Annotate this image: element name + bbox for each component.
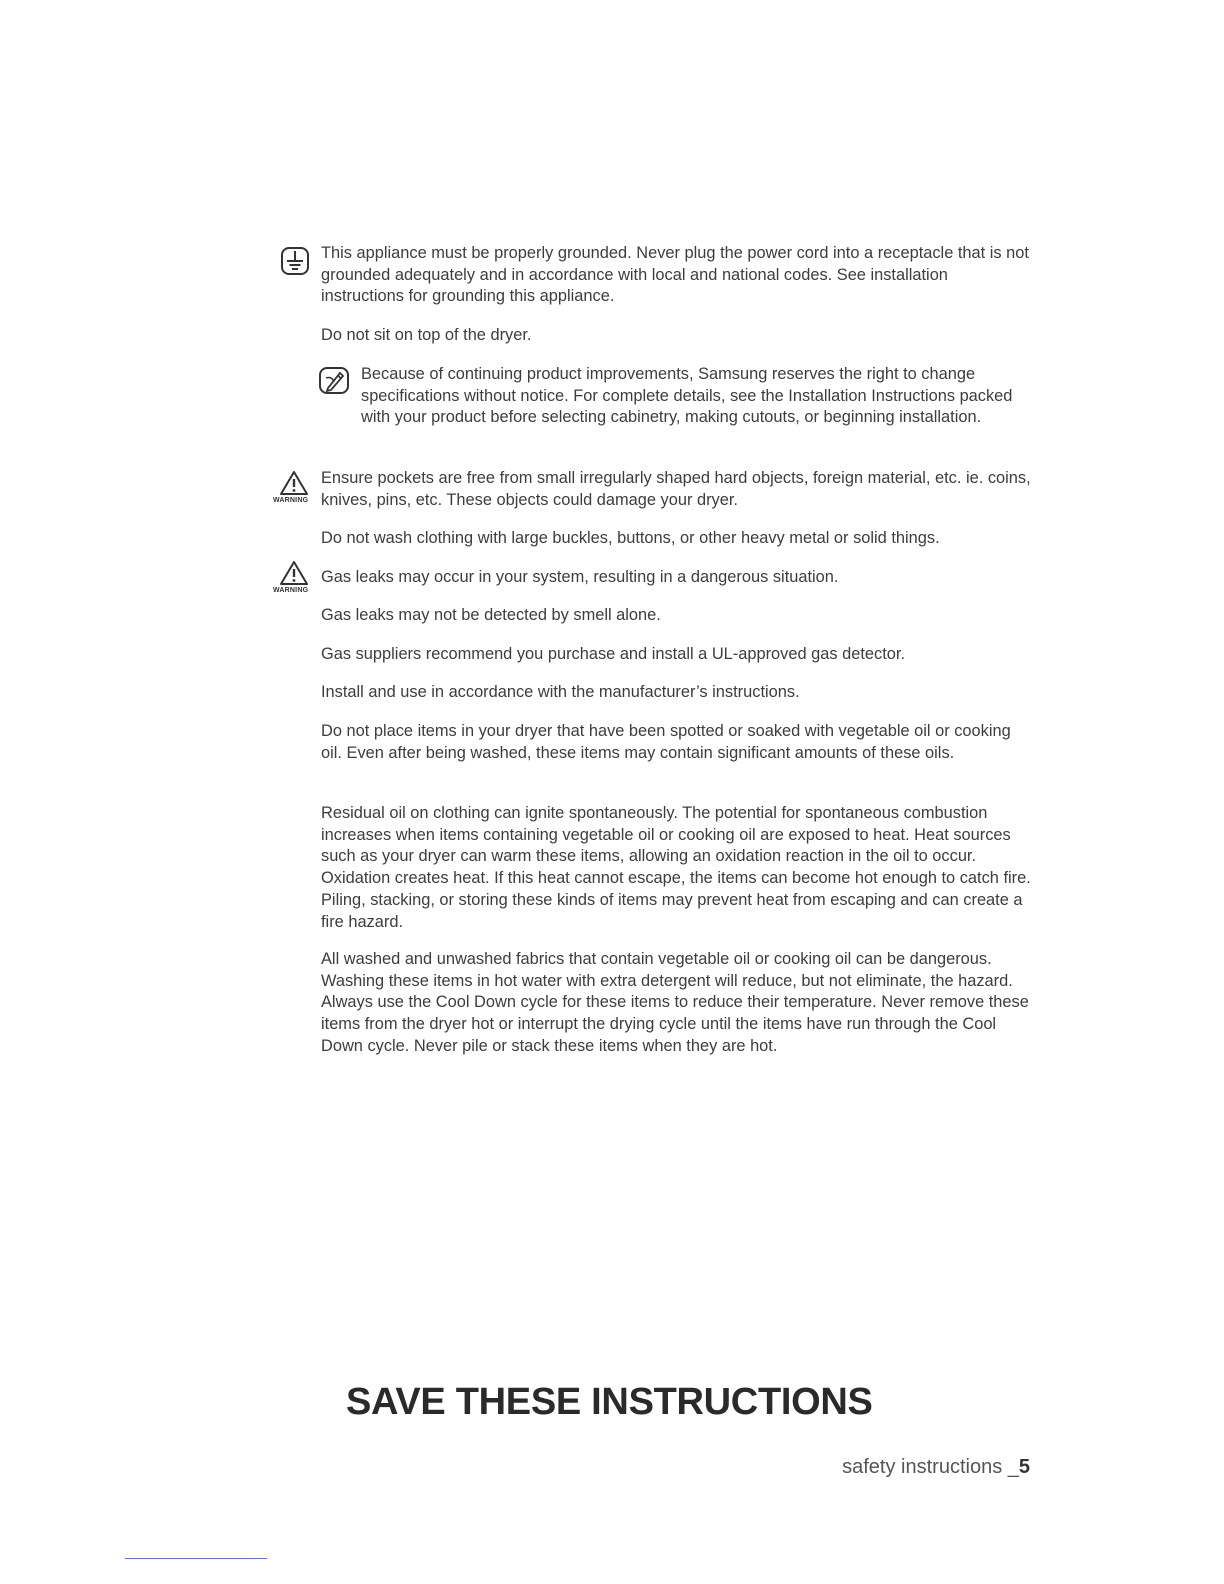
save-instructions-heading: SAVE THESE INSTRUCTIONS [346,1381,873,1423]
warning-label: WARNING [273,497,309,504]
grounding-paragraph: This appliance must be properly grounded. Never plug the power cord into a receptacle that is not grounded adequately and in accordance with local and national codes. See installation instructions for grounding this appliance. [321,244,1029,306]
ground-icon [280,246,312,276]
install-use-paragraph: Install and use in accordance with the manufacturer’s instructions. [321,683,800,701]
page-number: 5 [1018,1456,1030,1478]
warning-label: WARNING [273,587,309,594]
gas-smell-paragraph: Gas leaks may not be detected by smell alone. [321,606,661,624]
page-footer [842,1456,1030,1479]
pockets-paragraph: Ensure pockets are free from small irregularly shaped hard objects, foreign material, etc. ie. coins, knives, pins, etc. These objects could damage your dryer. [321,469,1031,509]
footer-section-label: safety instructions _ [842,1456,1019,1478]
buckles-paragraph: Do not wash clothing with large buckles, buttons, or other heavy metal or solid things. [321,529,940,547]
bottom-rule [125,1558,267,1559]
note-paragraph: Because of continuing product improvements, Samsung reserves the right to change specifications without notice. For complete details, see the Installation Instructions packed with your product before selecting cabinetry, making cutouts, or beginning installation. [361,365,1013,427]
no-sit-paragraph: Do not sit on top of the dryer. [321,326,532,344]
gas-leaks-paragraph: Gas leaks may occur in your system, resulting in a dangerous situation. [321,568,839,586]
gas-detector-paragraph: Gas suppliers recommend you purchase and install a UL-approved gas detector. [321,645,906,663]
warning-icon [279,560,309,586]
residual-oil-paragraph: Residual oil on clothing can ignite spontaneously. The potential for spontaneous combustion increases when items containing vegetable oil or cooking oil are exposed to heat. Heat sources such as your dryer can warm these items, allowing an oxidation reaction in the oil to occur. Oxidation creates heat. If this heat cannot escape, the items can become hot enough to catch fire. Piling, stacking, or storing these kinds of items may prevent heat from escaping and can create a fire hazard. [321,804,1031,931]
note-icon [318,366,352,396]
oil-items-paragraph: Do not place items in your dryer that have been spotted or soaked with vegetable oil or cooking oil. Even after being washed, these items may contain significant amounts of these oils. [321,722,1011,762]
washed-fabrics-paragraph: All washed and unwashed fabrics that contain vegetable oil or cooking oil can be dangerous. Washing these items in hot water with extra detergent will reduce, but not eliminate, the hazard. Always use the Cool Down cycle for these items to reduce their temperature. Never remove these items from the dryer hot or interrupt the drying cycle until the items have run through the Cool Down cycle. Never pile or stack these items when they are hot. [321,950,1029,1055]
warning-icon [279,470,309,496]
